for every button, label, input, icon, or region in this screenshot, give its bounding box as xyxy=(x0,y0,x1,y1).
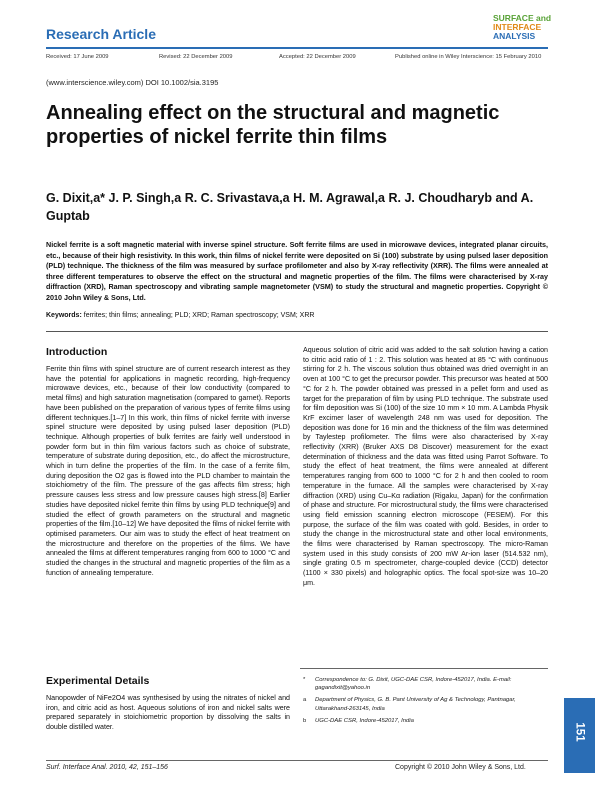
header-rule xyxy=(46,47,548,49)
footnote-rule xyxy=(300,668,548,669)
experimental-heading: Experimental Details xyxy=(46,675,150,687)
intro-text: Ferrite thin films with spinel structure are of current research interest as they have the potential for applications in magnetic recording, high-frequency microwave devices, etc., because of their low conductivity (compared to metal films) and high saturation magnetisation (compared to garnet). Reports have been published on the preparation of various types of ferrite films using different techniques.[1–7] In this work, thin films of nickel ferrite with inverse spinel structure were deposited by using pulsed laser deposition (PLD) technique. Although properties of bulk ferrites are fairly well understood in powder form but in thin film various factors such as choice of substrate, temperature of substrate during deposition, etc., do affect the microstructure, which in turn define the properties of the film. In the case of a ferrite film, during deposition the O2 gas is flowed into the PLD chamber to maintain the stoichiometry of the film. The pressure of the gas affects film stress; high pressure causes less stress and low pressure causes high stress.[8] Earlier studies have deposited nickel ferrite thin films by using PLD technique[9] and studied the effect of growth parameters on the structural and magnetic properties of the film.[10–12] We have deposited the films of nickel ferrite with optimised parameters. Our aim was to study the effect of heat treatment on the microstructure and therefore on the properties of the films. We have annealed the films at different temperatures ranging from 600 to 1000 °C and studied the changes in the structural and magnetic properties of the film as a function of annealing temperature. xyxy=(46,365,290,577)
keywords xyxy=(46,312,548,319)
doi-line: (www.interscience.wiley.com) DOI 10.1002/sia.3195 xyxy=(46,78,219,87)
keywords-label: Keywords: xyxy=(46,312,82,319)
keywords-text: ferrites; thin films; annealing; PLD; XRD; Raman spectroscopy; VSM; XRR xyxy=(83,312,315,319)
footer-rule xyxy=(46,760,548,761)
logo-line-1: SURFACE and xyxy=(493,13,552,23)
abstract: Nickel ferrite is a soft magnetic material with inverse spinel structure. Soft ferrite films are used in microwave devices, integrated planar circuits, etc., because of their high resistivity. In this work, thin films of nickel ferrite were deposited on Si (100) substrate by using pulsed laser deposition (PLD) technique. The thickness of the film was measured by surface profilometer and also by X-ray reflectivity (XRR). The films were annealed at three different temperatures to observe the effect on the structural and magnetic properties of the film. The films were characterised by X-ray diffraction (XRD), Raman spectroscopy and vibrating sample magnetometer (VSM) to study the structural and magnetic properties. Copyright © 2010 John Wiley & Sons, Ltd. xyxy=(46,240,548,302)
footnote-affiliation-b: b UGC-DAE CSR, Indore-452017, India xyxy=(303,717,414,724)
section-label: Research Article xyxy=(46,26,156,42)
journal-logo xyxy=(493,14,553,41)
page-number: 151 xyxy=(573,722,586,742)
footnote-affiliation-a: a Department of Physics, G. B. Pant University of Ag & Technology, Pantnagar, Uttarakhand-263145, India xyxy=(303,697,516,712)
logo-line-2: INTERFACE xyxy=(493,22,542,32)
revised-date: Revised: 22 December 2009 xyxy=(159,54,233,60)
published-date: Published online in Wiley Interscience: 15 February 2010 xyxy=(395,54,542,60)
footer-copyright: Copyright © 2010 John Wiley & Sons, Ltd. xyxy=(395,764,526,771)
logo-line-3: ANALYSIS xyxy=(493,31,536,41)
footer-citation: Surf. Interface Anal. 2010, 42, 151–156 xyxy=(46,764,168,771)
right-column-text: Aqueous solution of citric acid was added to the salt solution having a cation to citric acid ratio of 1 : 2. This solution was heated at 85 °C with continuous stirring for 2 h. The viscous solution thus obtained was dried overnight in an oven at 100 °C to get the precursor powder. This precursor was heated at 500 °C for 2 h. The powder obtained was pressed in a pellet form and used as target for the preparation of film by using PLD technique. The substrate used for film deposition was Si (100) of the size 10 mm × 10 mm. A Lambda Physik KrF excimer laser of wavelength 248 nm was used for deposition. The deposition was done for 16 min and the thickness of the film was determined by Taylestep profilometer. The films were also characterised by X-ray reflectivity (XRR) (Bruker AXS D8 Discover) measurement for the exact determination of thickness and the data was fitted using Parrot Software. To study the effect of heat treatment, the films were annealed at different temperatures ranging from 600 to 1000 °C for 2 h and then cooled to room temperature in the furnace. All the samples were characterised by X-ray diffraction (XRD) using Cu–Kα radiation (Rigaku, Japan) for the confirmation of phase and structure. For microstructural study, the films were characterised using field emission scanning electron microscope (FESEM). For this purpose, the surface of the film was coated with gold. Besides, in order to study the change in the microstructural state and other local environments, the films were characterised by Raman spectroscopy. The micro-Raman system used in this study consists of 200 mW Ar-ion laser (514.532 nm), single grating 0.5 m spectrometer, charge-coupled device (CCD) detector (1100 × 330 pixels) and holographic optics. The focal spot-size was 10–20 μm. xyxy=(303,346,548,587)
author-list: G. Dixit,a* J. P. Singh,a R. C. Srivastava,a H. M. Agrawal,a R. J. Choudharyb and A. Guptab xyxy=(46,191,534,223)
intro-heading: Introduction xyxy=(46,346,108,358)
footnotes xyxy=(303,676,548,725)
received-date: Received: 17 June 2009 xyxy=(46,54,109,60)
accepted-date: Accepted: 22 December 2009 xyxy=(279,54,356,60)
page-number-tab xyxy=(564,698,595,773)
experimental-text: Nanopowder of NiFe2O4 was synthesised by using the nitrates of nickel and iron, and citric acid as host. Aqueous solutions of iron and nickel salts were prepared separately in stoichiometric proportion by dissolving the salts in double distilled water. xyxy=(46,694,290,732)
footnote-correspondence: * Correspondence to: G. Dixit, UGC-DAE CSR, Indore-452017, India. E-mail: gagandixit@yahoo.in xyxy=(303,677,512,692)
section-divider xyxy=(46,331,548,332)
article-title: Annealing effect on the structural and magnetic properties of nickel ferrite thin films xyxy=(46,102,500,148)
